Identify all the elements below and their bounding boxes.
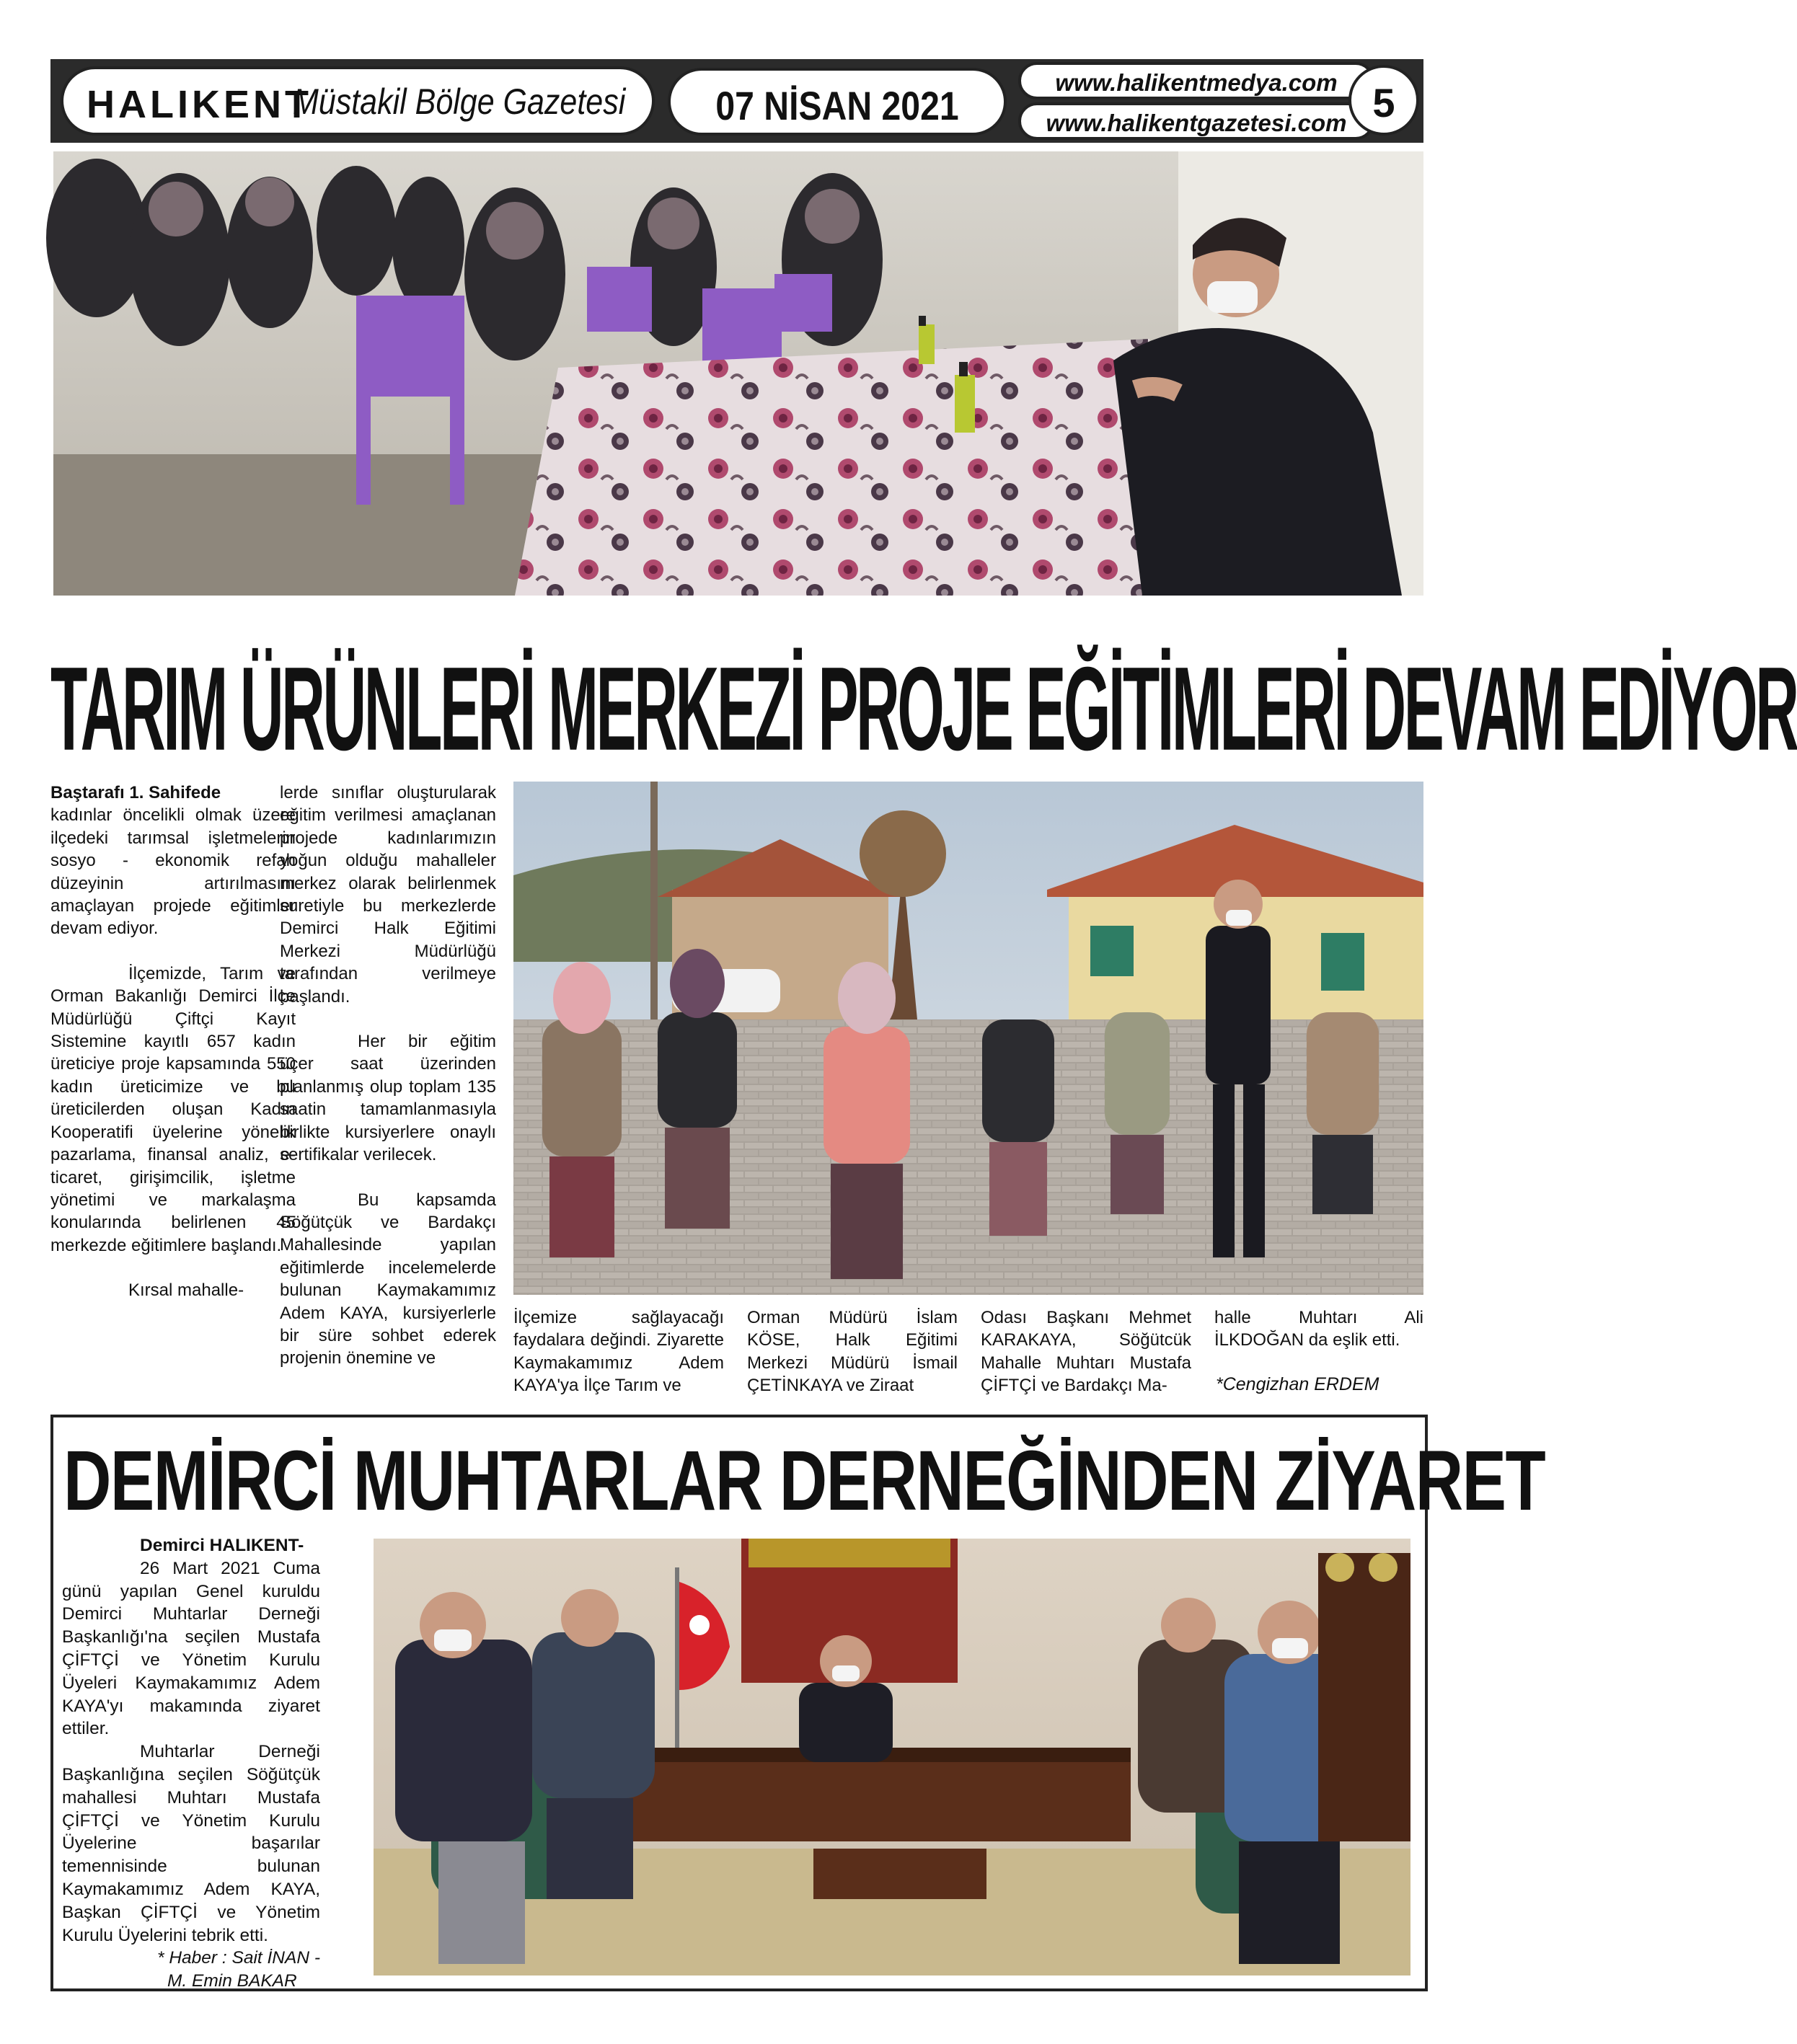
story2-paragraph: 26 Mart 2021 Cuma günü yapılan Genel kuruldu Demirci Muhtarlar Derneği Başkanlığı'na seçilen Mustafa ÇİFTÇİ ve Yönetim Kurulu Üyeleri Kaymakamımız Adem KAYA'yı makamında ziyaret ettiler. xyxy=(62,1558,320,1739)
story1-paragraph: halle Muhtarı Ali İLKDOĞAN da eşlik etti. xyxy=(1214,1308,1423,1350)
story1-paragraph: Odası Başkanı Mehmet KARAKAYA, Söğütcük Mahalle Muhtarı Mustafa ÇİFTÇİ ve Bardakçı Ma- xyxy=(981,1308,1191,1396)
story1-column-1 xyxy=(50,782,296,1302)
village-photo xyxy=(513,782,1423,1295)
story1-continued-label: Baştarafı 1. Sahifede xyxy=(50,783,221,802)
story2-column xyxy=(62,1534,320,1993)
story2-credit-line-1: * Haber : Sait İNAN - xyxy=(156,1948,320,1968)
brand-name: HALIKENT xyxy=(87,83,312,126)
website-url-2[interactable]: www.halikentgazetesi.com xyxy=(1046,110,1347,136)
brand-pill xyxy=(61,66,655,136)
story1-column-6 xyxy=(1214,1306,1423,1352)
story1-paragraph: İlçemizde, Tarım ve Orman Bakanlığı Demirci İlçe Müdürlüğü Çiftçi Kayıt Sistemine kayıtlı 657 kadın üreticiye proje kapsamında 550 kadın üreticimize ve bu üreticilerden oluşan Kadın Kooperatifi üyelerine yönelik pazarlama, finansal analiz, e-ticaret, girişimcilik, işletme yönetimi ve markalaşma konularında belirlenen 45 merkezde eğitimlere başlandı. xyxy=(50,963,296,1255)
date-pill xyxy=(668,68,1007,136)
story1-headline: TARIM ÜRÜNLERİ MERKEZİ PROJE EĞİTİMLERİ DEVAM EDİYOR xyxy=(50,642,1797,775)
story2-headline: DEMİRCİ MUHTARLAR DERNEĞİNDEN ZİYARET xyxy=(63,1433,1545,1528)
masthead xyxy=(50,59,1423,143)
story1-column-2 xyxy=(280,782,496,1370)
meeting-photo xyxy=(53,151,1423,596)
story1-paragraph: İlçemize sağlayacağı faydalara değindi. Ziyarette Kaymakamımız Adem KAYA'ya İlçe Tarım ve xyxy=(513,1308,724,1396)
url-pill-1 xyxy=(1018,62,1374,99)
story1-paragraph: kadınlar öncelikli olmak üzere ilçedeki tarımsal işletmelerin sosyo - ekonomik refah düzeyinin artırılmasını amaçlayan projede eğitimler devam ediyor. xyxy=(50,805,296,939)
story1-paragraph: Orman Müdürü İslam KÖSE, Halk Eğitimi Merkezi Müdürü İsmail ÇETİNKAYA ve Ziraat xyxy=(747,1308,958,1396)
story1-column-3 xyxy=(513,1306,724,1397)
page-number-badge xyxy=(1348,65,1419,136)
brand-subtitle: Müstakil Bölge Gazetesi xyxy=(293,81,626,122)
story1-paragraph: Kırsal mahalle- xyxy=(128,1280,244,1301)
issue-date: 07 NİSAN 2021 xyxy=(715,83,959,128)
story2-paragraph: Muhtarlar Derneği Başkanlığına seçilen Söğütçük mahallesi Muhtarı Mustafa ÇİFTÇİ ve Yönetim Kurulu Üyelerine başarılar temennisinde bulunan Kaymakamımız Adem KAYA, Başkan ÇİFTÇİ ve Yönetim Kurulu Üyelerini tebrik etti. xyxy=(62,1742,320,1945)
office-visit-photo xyxy=(374,1539,1410,1976)
story1-paragraph: Her bir eğitim üçer saat üzerinden planlanmış olup toplam 135 saatin tamamlanmasıyla birlikte kursiyerlere onaylı sertifikalar verilecek. xyxy=(280,1032,496,1165)
story2-credit-line-2: M. Emin BAKAR xyxy=(167,1971,297,1991)
story1-credit: *Cengizhan ERDEM xyxy=(1216,1374,1379,1394)
story1-paragraph: lerde sınıflar oluşturularak eğitim verilmesi amaçlanan projede kadınlarımızın yoğun olduğu mahalleler merkez olarak belirlenmek suretiyle bu merkezlerde Demirci Halk Eğitimi Merkezi Müdürlüğü tarafından verilmeye başlandı. xyxy=(280,783,496,1006)
story1-column-5 xyxy=(981,1306,1191,1397)
story2-dateline: Demirci HALIKENT- xyxy=(140,1536,304,1555)
page-number: 5 xyxy=(1372,80,1395,125)
story1-column-4 xyxy=(747,1306,958,1397)
story1-paragraph: Bu kapsamda Söğütçük ve Bardakçı Mahallesinde yapılan eğitimlerde incelemelerde bulunan Kaymakamımız Adem KAYA, kursiyerlerle bir süre sohbet ederek projenin önemine ve xyxy=(280,1190,496,1368)
website-url-1[interactable]: www.halikentmedya.com xyxy=(1055,69,1338,96)
url-pill-2 xyxy=(1018,102,1374,140)
